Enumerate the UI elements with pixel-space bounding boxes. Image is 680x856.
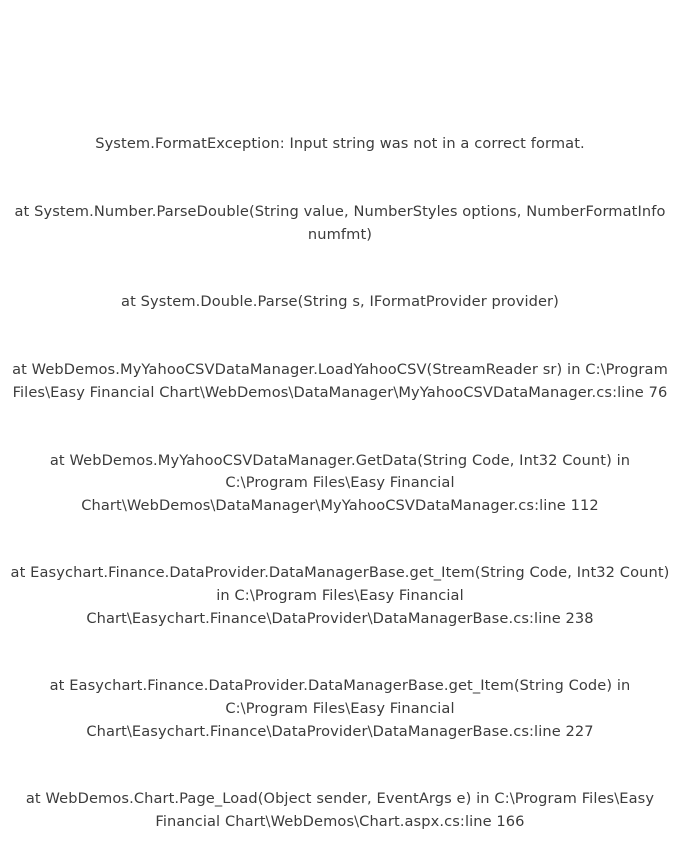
stack-trace-line: at Easychart.Finance.DataProvider.DataManagerBase.get_Item(String Code, Int32 Count) in C:\Program Files\Easy Financial Chart\Easychart.Finance\DataProvider\DataManagerBase.cs:line 238 (10, 564, 675, 627)
stack-trace-line: at Easychart.Finance.DataProvider.DataManagerBase.get_Item(String Code) in C:\Program Files\Easy Financial Chart\Easychart.Finance\DataProvider\DataManagerBase.cs:line 227 (49, 677, 636, 740)
stack-trace-line: at WebDemos.MyYahooCSVDataManager.LoadYahooCSV(StreamReader sr) in C:\Program Files\Easy Financial Chart\WebDemos\DataManager\MyYahooCSVDataManager.cs:line 76 (12, 361, 673, 401)
exception-message-block (0, 88, 680, 856)
stack-trace-line: at WebDemos.MyYahooCSVDataManager.GetData(String Code, Int32 Count) in C:\Program Files\Easy Financial Chart\WebDemos\DataManager\MyYahooCSVDataManager.cs:line 112 (49, 451, 635, 514)
stack-trace-line: at System.Double.Parse(String s, IFormatProvider provider) (121, 293, 559, 311)
exception-header: System.FormatException: Input string was not in a correct format. (95, 135, 585, 153)
stack-trace-line: at System.Number.ParseDouble(String value, NumberStyles options, NumberFormatInfo numfmt) (14, 202, 671, 243)
stack-trace-line: at WebDemos.Chart.Page_Load(Object sender, EventArgs e) in C:\Program Files\Easy Financial Chart\WebDemos\Chart.aspx.cs:line 166 (25, 790, 659, 830)
